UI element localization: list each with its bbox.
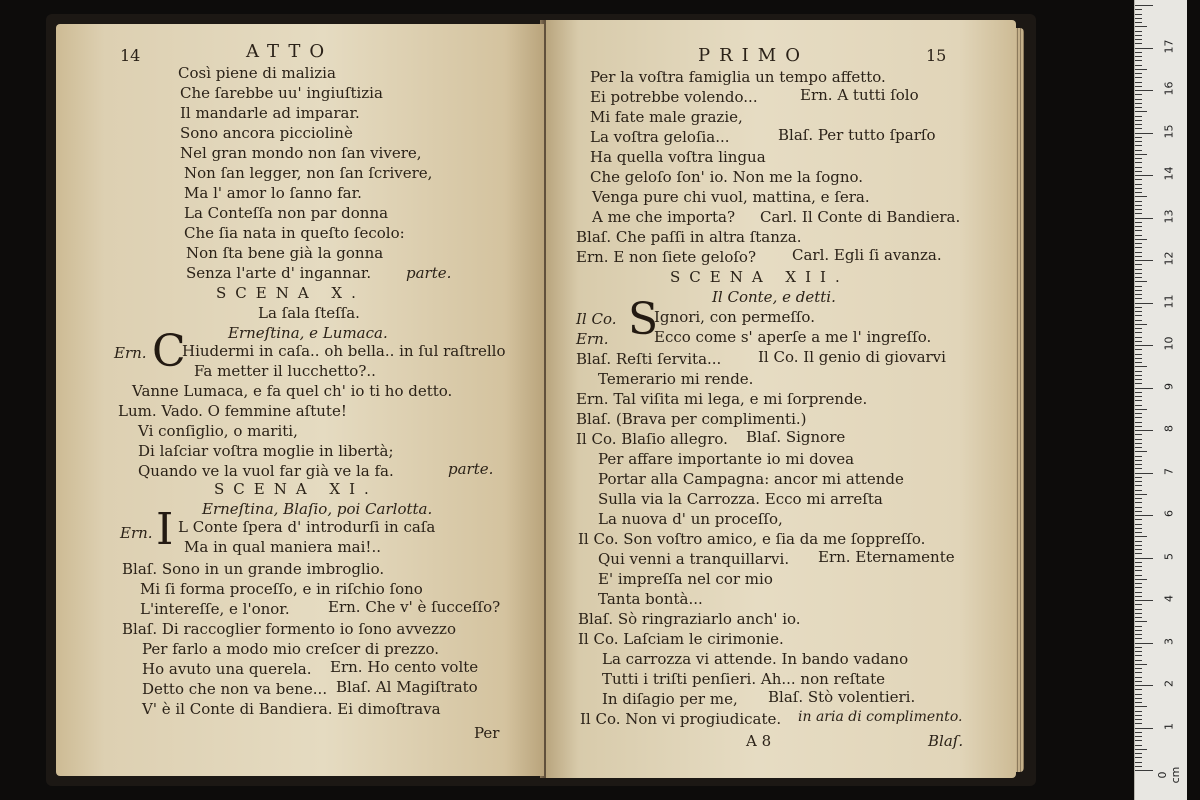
ruler-tick [1135,184,1142,185]
dialogue-line: Blaſ. Di raccoglier formento io ſono avvezzo [122,620,456,638]
dialogue-line: Blaſ. Sono in un grande imbroglio. [122,560,385,578]
verse-line: In diſagio per me, [602,690,738,708]
dialogue-line: Ern. Che v' è ſucceſſo? [328,598,501,616]
ruler-number: 1 [1162,723,1176,730]
ruler-tick [1135,515,1153,516]
ruler-number: 2 [1162,680,1176,687]
ruler-tick [1135,528,1142,529]
ruler-number: 4 [1162,595,1176,602]
verse-line: Vanne Lumaca, e fa quel ch' io ti ho detto. [132,382,453,400]
ruler-tick [1135,264,1142,265]
ruler-tick [1135,256,1142,257]
dialogue-line: Blaſ. (Brava per complimenti.) [576,410,807,428]
ruler-tick [1135,677,1142,678]
ruler-tick [1135,154,1147,155]
ruler-tick [1135,451,1147,452]
ruler-tick [1135,685,1153,686]
ruler-tick [1135,736,1142,737]
verse-line: V' è il Conte di Bandiera. Ei dimoſtrava [142,700,441,718]
ruler-tick [1135,498,1142,499]
ruler-tick [1135,315,1142,316]
ruler-tick [1135,502,1142,503]
ruler-tick [1135,417,1142,418]
dialogue-line: Ern. Tal viſita mi lega, e mi ſorprende. [576,390,868,408]
verse-line: La voſtra geloſia... [590,128,730,146]
verse-line: Che ſia nata in queſto ſecolo: [184,224,405,242]
ruler-tick [1135,294,1142,295]
ruler-tick [1135,660,1142,661]
drop-capital: I [156,504,174,555]
ruler-tick [1135,375,1142,376]
ruler-tick [1135,239,1147,240]
verse-line: Mi ſi forma proceſſo, e in riſchio ſono [140,580,423,598]
ruler-number: 17 [1162,39,1176,54]
speaker-label: Ern. [120,524,153,542]
ruler-tick [1135,86,1142,87]
ruler-tick [1135,711,1142,712]
scene-characters: Erneſtina, e Lumaca. [228,324,388,342]
ruler-tick [1135,362,1142,363]
ruler-tick [1135,728,1153,729]
ruler-tick [1135,141,1142,142]
ruler-tick [1135,698,1142,699]
ruler-tick [1135,570,1142,571]
verse-line: Ha quella voſtra lingua [590,148,766,166]
ruler-tick [1135,553,1142,554]
ruler-tick [1135,56,1142,57]
ruler-tick [1135,128,1142,129]
ruler-tick [1135,460,1142,461]
ruler-tick [1135,48,1153,49]
ruler-number: 10 [1162,336,1176,351]
ruler-tick [1135,762,1142,763]
verse-line: Portar alla Campagna: ancor mi attende [598,470,904,488]
ruler-tick [1135,430,1153,431]
ruler-tick [1135,328,1142,329]
ruler-tick [1135,77,1142,78]
ruler-tick [1135,689,1142,690]
ruler-tick [1135,307,1142,308]
ruler-tick [1135,481,1142,482]
running-head-left: ATTO [246,41,334,62]
running-head-right: PRIMO [698,45,809,66]
ruler-tick [1135,22,1142,23]
ruler-tick [1135,213,1142,214]
ruler-tick [1135,116,1142,117]
ruler-tick [1135,111,1147,112]
ruler-tick [1135,443,1142,444]
catchword: Blaſ. [928,732,964,750]
ruler-tick [1135,179,1142,180]
ruler-tick [1135,192,1142,193]
ruler-tick [1135,596,1142,597]
ruler-number: 7 [1162,468,1176,475]
ruler-tick [1135,124,1142,125]
speaker-label: Ern. [576,330,609,348]
signature-mark: A 8 [746,732,772,750]
ruler-tick [1135,617,1142,618]
stage-direction: parte. [406,264,452,282]
ruler-tick [1135,158,1142,159]
ruler-tick [1135,626,1142,627]
ruler-tick [1135,281,1147,282]
ruler-tick [1135,715,1142,716]
verse-line: Ei potrebbe volendo... [590,88,758,106]
ruler-tick [1135,583,1142,584]
ruler-tick [1135,613,1142,614]
ruler-tick [1135,719,1142,720]
ruler-tick [1135,413,1142,414]
ruler-tick [1135,354,1142,355]
ruler-tick [1135,371,1142,372]
ruler-tick [1135,592,1142,593]
ruler-number: 6 [1162,510,1176,517]
dialogue-line: Carl. Egli ſi avanza. [792,246,942,264]
verse-line: A me che importa? [592,208,736,226]
ruler-number: 11 [1162,294,1176,309]
page-number-left: 14 [120,46,141,65]
verse-line: Mi fate male grazie, [590,108,743,126]
ruler-tick [1135,286,1142,287]
ruler-tick [1135,273,1142,274]
ruler-tick [1135,396,1142,397]
verse-line: Ho avuto una querela. [142,660,312,678]
dialogue-line: Il Co. Il genio di giovarvi [758,348,946,366]
ruler-tick [1135,218,1153,219]
dialogue-line: Il Co. Son voſtro amico, e ſia da me ſoppreſſo. [578,530,926,548]
dialogue-line: Il Co. Blaſio allegro. [576,430,728,448]
speaker-label: Ern. [114,344,147,362]
dialogue-line: Blaſ. Per tutto ſparſo [778,126,936,144]
ruler-tick [1135,222,1142,223]
verse-line: Per la voſtra famiglia un tempo affetto. [590,68,886,86]
ruler-tick [1135,558,1153,559]
ruler-number: 13 [1162,209,1176,224]
ruler-tick [1135,120,1142,121]
dialogue-line: Blaſ. Al Magiſtrato [336,678,478,696]
ruler-tick [1135,507,1142,508]
dialogue-line: Ern. A tutti ſolo [800,86,919,104]
ruler-tick [1135,196,1147,197]
ruler-tick [1135,137,1142,138]
ruler-tick [1135,621,1147,622]
page-number-right: 15 [926,46,947,65]
ruler-tick [1135,732,1142,733]
ruler-number: 5 [1162,553,1176,560]
ruler-tick [1135,99,1142,100]
ruler-tick [1135,604,1142,605]
scene-characters: Erneſtina, Blaſio, poi Carlotta. [202,500,433,518]
ruler-tick [1135,630,1142,631]
ruler-tick [1135,541,1142,542]
ruler-tick [1135,681,1142,682]
ruler-tick [1135,188,1142,189]
ruler-tick [1135,392,1142,393]
ruler-tick [1135,757,1142,758]
scene-heading: SCENA XI. [214,480,378,498]
left-page [56,24,544,776]
ruler-tick [1135,400,1142,401]
ruler-tick [1135,434,1142,435]
ruler-number: 15 [1162,124,1176,139]
ruler-tick [1135,753,1142,754]
verse-line: Quando ve la vuol far già ve la fa. [138,462,394,480]
ruler-tick [1135,749,1147,750]
ruler-tick [1135,485,1142,486]
ruler-tick [1135,341,1142,342]
ruler-tick [1135,162,1142,163]
ruler-tick [1135,562,1142,563]
ruler-tick [1135,409,1147,410]
ruler-number: 9 [1162,383,1176,390]
ruler-tick [1135,366,1147,367]
ruler-tick [1135,651,1142,652]
verse-line: Detto che non va bene... [142,680,328,698]
verse-line: Non ſan legger, non ſan ſcrivere, [184,164,433,182]
ruler-tick [1135,379,1142,380]
ruler-tick [1135,723,1142,724]
ruler-tick [1135,209,1142,210]
ruler-tick [1135,490,1142,491]
measuring-ruler [1134,0,1187,800]
verse-line: Qui venni a tranquillarvi. [598,550,790,568]
verse-line: Vi conſiglio, o mariti, [138,422,298,440]
ruler-tick [1135,9,1142,10]
dialogue-line: Il Co. Non vi progiudicate. [580,710,782,728]
ruler-tick [1135,324,1147,325]
ruler-tick [1135,226,1142,227]
ruler-tick [1135,694,1142,695]
ruler-tick [1135,145,1142,146]
ruler-tick [1135,290,1142,291]
verse-line: Il mandarle ad imparar. [180,104,360,122]
dialogue-line: Ern. E non ſiete geloſo? [576,248,756,266]
drop-capital: S [628,294,659,345]
ruler-tick [1135,745,1142,746]
ruler-tick [1135,52,1142,53]
ruler-tick [1135,205,1142,206]
ruler-tick [1135,587,1142,588]
ruler-tick [1135,383,1142,384]
speaker-label: Il Co. [576,310,617,328]
ruler-tick [1135,94,1142,95]
ruler-tick [1135,201,1142,202]
scene-heading: SCENA X. [216,284,365,302]
ruler-tick [1135,39,1142,40]
ruler-tick [1135,73,1142,74]
ruler-tick [1135,672,1142,673]
stage-direction: in aria di complimento. [798,709,963,725]
ruler-tick [1135,349,1142,350]
ruler-number: 0 cm [1156,766,1182,784]
ruler-tick [1135,770,1153,771]
verse-line: Temerario mi rende. [598,370,754,388]
drop-capital: C [152,326,186,377]
ruler-tick [1135,600,1153,601]
verse-line: Hiudermi in caſa.. oh bella.. in ſul raſtrello [182,342,506,360]
ruler-tick [1135,260,1153,261]
verse-line: Che ſarebbe uu' ingiuſtizia [180,84,383,102]
ruler-tick [1135,337,1142,338]
ruler-tick [1135,269,1142,270]
verse-line: La carrozza vi attende. In bando vadano [602,650,909,668]
ruler-tick [1135,388,1153,389]
verse-line: Senza l'arte d' ingannar. [186,264,372,282]
ruler-tick [1135,706,1147,707]
verse-line: Ecco come s' aperſe a me l' ingreſſo. [654,328,932,346]
ruler-number: 12 [1162,251,1176,266]
ruler-tick [1135,609,1142,610]
stage-direction: parte. [448,460,494,478]
ruler-tick [1135,311,1142,312]
ruler-tick [1135,18,1142,19]
ruler-tick [1135,303,1153,304]
verse-line: Ignori, con permeſſo. [654,308,815,326]
ruler-tick [1135,26,1147,27]
dialogue-line: Il Co. Laſciam le cirimonie. [578,630,784,648]
ruler-number: 8 [1162,425,1176,432]
verse-line: E' impreſſa nel cor mio [598,570,773,588]
verse-line: Sono ancora picciolinè [180,124,353,142]
verse-line: Tanta bontà... [598,590,703,608]
ruler-tick [1135,575,1142,576]
ruler-tick [1135,107,1142,108]
ruler-tick [1135,634,1142,635]
verse-line: Così piene di malizia [178,64,336,82]
verse-line: Tutti i triſti penſieri. Ah... non reſtate [602,670,886,688]
verse-line: Non ſta bene già la gonna [186,244,384,262]
verse-line: Sulla via la Carrozza. Ecco mi arreſta [598,490,883,508]
ruler-tick [1135,345,1153,346]
ruler-tick [1135,175,1153,176]
ruler-tick [1135,668,1142,669]
dialogue-line: Ern. Eternamente [818,548,955,566]
ruler-tick [1135,171,1142,172]
ruler-tick [1135,494,1147,495]
ruler-tick [1135,464,1142,465]
dialogue-line: Carl. Il Conte di Bandiera. [760,208,961,226]
ruler-tick [1135,31,1142,32]
dialogue-line: Blaſ. Signore [746,428,846,446]
ruler-tick [1135,69,1147,70]
ruler-tick [1135,103,1142,104]
ruler-tick [1135,332,1142,333]
dialogue-line: Blaſ. Reſti ſervita... [576,350,722,368]
ruler-tick [1135,468,1142,469]
ruler-tick [1135,638,1142,639]
dialogue-line: Lum. Vado. O femmine aſtute! [118,402,347,420]
ruler-tick [1135,439,1142,440]
ruler-tick [1135,545,1142,546]
verse-line: Nel gran mondo non ſan vivere, [180,144,422,162]
verse-line: Per affare importante io mi dovea [598,450,855,468]
ruler-tick [1135,167,1142,168]
dialogue-line: Blaſ. Sò ringraziarlo anch' io. [578,610,801,628]
ruler-tick [1135,766,1142,767]
ruler-tick [1135,65,1142,66]
ruler-tick [1135,43,1142,44]
ruler-tick [1135,133,1153,134]
ruler-tick [1135,647,1142,648]
ruler-tick [1135,422,1142,423]
ruler-tick [1135,243,1142,244]
ruler-tick [1135,579,1147,580]
ruler-tick [1135,566,1142,567]
ruler-tick [1135,447,1142,448]
ruler-tick [1135,549,1142,550]
verse-line: Per farlo a modo mio creſcer di prezzo. [142,640,440,658]
ruler-tick [1135,477,1142,478]
ruler-tick [1135,536,1147,537]
ruler-number: 16 [1162,81,1176,96]
ruler-number: 14 [1162,166,1176,181]
ruler-tick [1135,643,1153,644]
ruler-tick [1135,519,1142,520]
ruler-tick [1135,5,1153,6]
ruler-tick [1135,35,1142,36]
verse-line: Fa metter il lucchetto?.. [194,362,376,380]
ruler-tick [1135,456,1142,457]
ruler-tick [1135,473,1153,474]
ruler-tick [1135,655,1142,656]
verse-line: Venga pure chi vuol, mattina, e ſera. [592,188,870,206]
verse-line: L'intereſſe, e l'onor. [140,600,290,618]
ruler-tick [1135,14,1142,15]
verse-line: Che geloſo ſon' io. Non me la ſogno. [590,168,864,186]
dialogue-line: Blaſ. Stò volentieri. [768,688,916,706]
ruler-tick [1135,426,1142,427]
ruler-tick [1135,511,1142,512]
ruler-tick [1135,358,1142,359]
verse-line: L Conte ſpera d' introdurſi in caſa [178,518,436,536]
scene-setting: La ſala ſteſſa. [258,304,360,322]
verse-line: Di laſciar voſtra moglie in libertà; [138,442,394,460]
dialogue-line: Ern. Ho cento volte [330,658,479,676]
verse-line: La nuova d' un proceſſo, [598,510,783,528]
verse-line: Ma in qual maniera mai!.. [184,538,381,556]
ruler-tick [1135,235,1142,236]
ruler-tick [1135,664,1147,665]
ruler-tick [1135,60,1142,61]
ruler-tick [1135,82,1142,83]
ruler-tick [1135,320,1142,321]
catchword: Per [474,724,500,742]
ruler-tick [1135,298,1142,299]
ruler-tick [1135,252,1142,253]
ruler-number: 3 [1162,638,1176,645]
scene-characters: Il Conte, e detti. [712,288,836,306]
verse-line: La Conteſſa non par donna [184,204,389,222]
verse-line: Ma l' amor lo ſanno far. [184,184,362,202]
scene-heading: SCENA XII. [670,268,849,286]
right-page [546,20,1016,778]
ruler-tick [1135,532,1142,533]
dialogue-line: Blaſ. Che paſſi in altra ſtanza. [576,228,802,246]
ruler-tick [1135,702,1142,703]
ruler-tick [1135,247,1142,248]
ruler-tick [1135,90,1153,91]
ruler-tick [1135,740,1142,741]
ruler-tick [1135,405,1142,406]
ruler-tick [1135,524,1142,525]
ruler-tick [1135,277,1142,278]
ruler-tick [1135,230,1142,231]
ruler-tick [1135,150,1142,151]
